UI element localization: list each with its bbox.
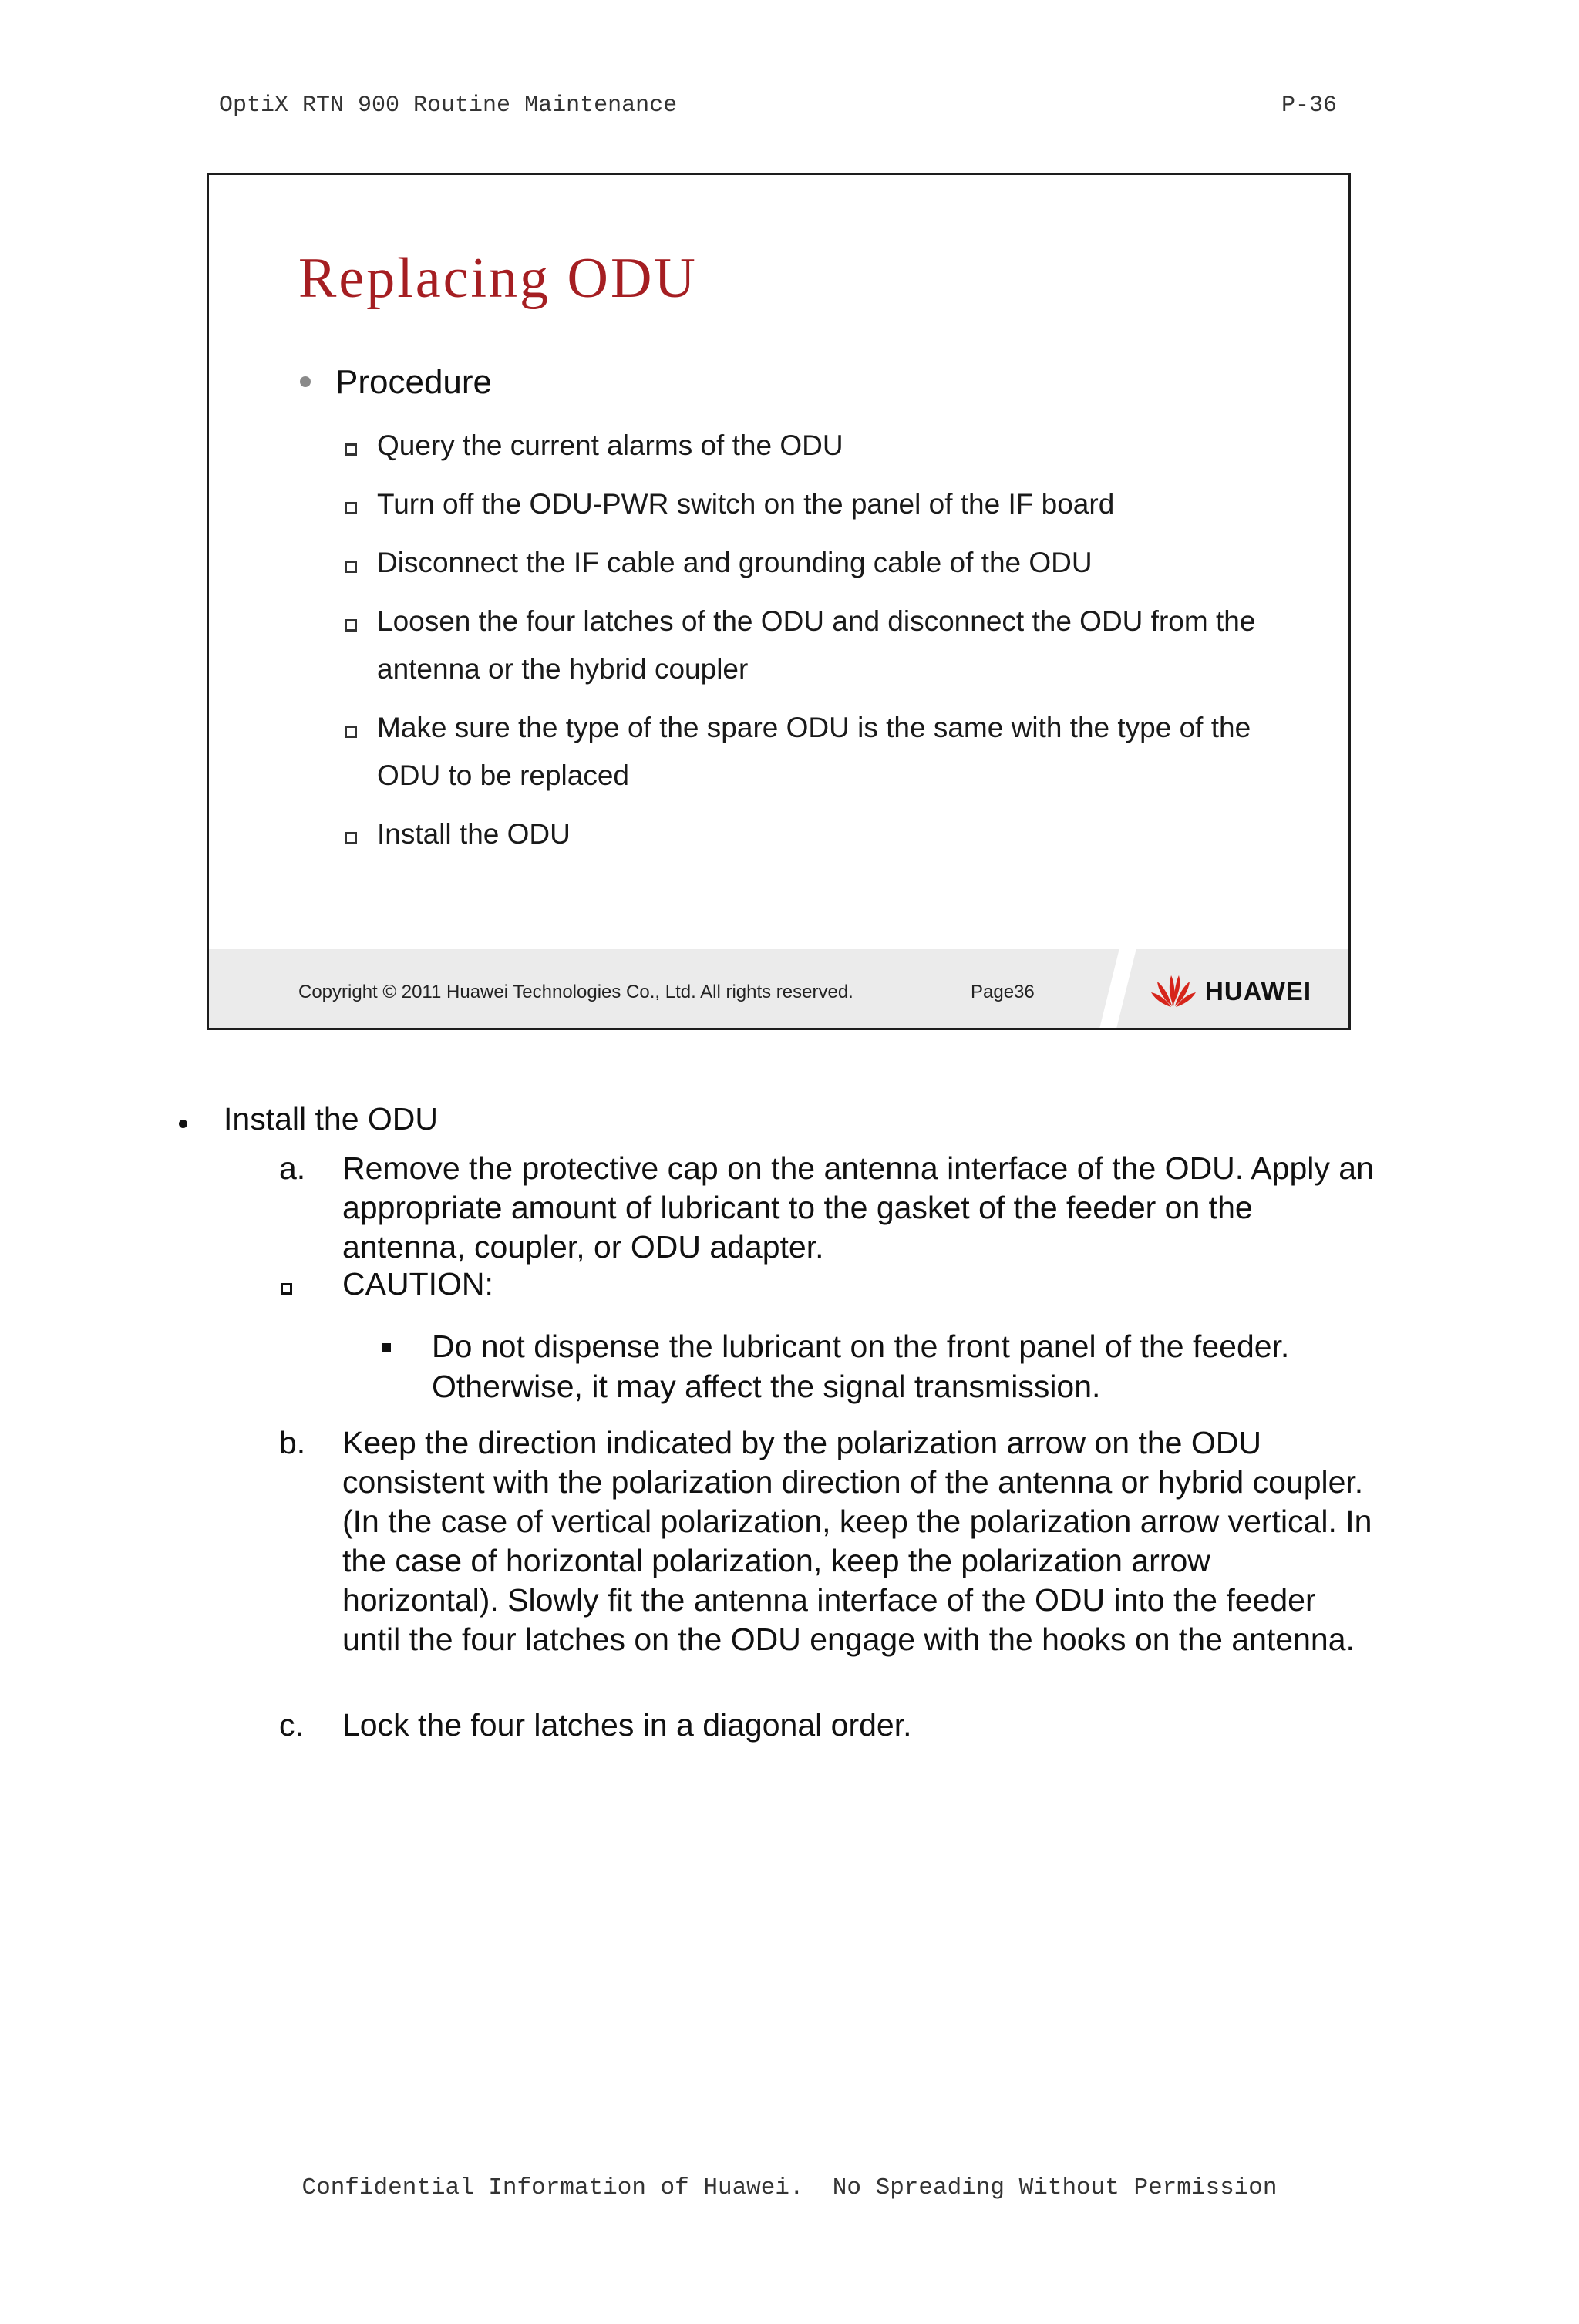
- square-bullet-icon: [281, 1283, 292, 1295]
- slide-image: [207, 173, 1351, 1030]
- square-bullet-icon: [345, 619, 357, 632]
- confidential-footer: Confidential Information of Huawei. No Spreading Without Permission: [301, 2174, 1278, 2201]
- square-bullet-icon: [345, 502, 357, 514]
- step-text: Keep the direction indicated by the polarization arrow on the ODU consistent with the polarization direction of the antenna or hybrid coupler. (In the case of vertical polarization, keep the polarization arrow vertical. In the case of horizontal polarization, keep the polarization arrow horizontal). Slowly fit the antenna interface of the ODU into the feeder until the four latches on the ODU engage with the hooks on the antenna.: [342, 1425, 1372, 1657]
- list-item: [345, 810, 1301, 858]
- step-marker: c.: [279, 1707, 304, 1743]
- bullet-dot-icon: [300, 376, 311, 387]
- step-marker: a.: [279, 1150, 306, 1186]
- procedure-list: [345, 422, 1301, 869]
- copyright-text: Copyright © 2011 Huawei Technologies Co., Ltd. All rights reserved.: [298, 982, 853, 1002]
- filled-square-bullet-icon: [382, 1343, 391, 1352]
- document-title: OptiX RTN 900 Routine Maintenance: [219, 93, 678, 119]
- procedure-label: Procedure: [335, 363, 493, 401]
- page-header: [219, 86, 1337, 125]
- caution-label: CAUTION:: [342, 1266, 493, 1302]
- page-number: P-36: [1281, 93, 1337, 119]
- square-bullet-icon: [345, 726, 357, 738]
- list-item: [345, 480, 1301, 528]
- slide-footer: [209, 949, 1348, 1028]
- logo-text: HUAWEI: [1205, 977, 1311, 1005]
- square-bullet-icon: [345, 561, 357, 573]
- step-text: Lock the four latches in a diagonal order.: [342, 1707, 912, 1743]
- footer-divider: [1099, 949, 1136, 1028]
- list-item-text: Install the ODU: [377, 818, 571, 850]
- procedure-heading: [300, 363, 492, 402]
- slide-page-number: Page36: [971, 982, 1035, 1002]
- list-item: [345, 539, 1301, 587]
- square-bullet-icon: [345, 443, 357, 456]
- bullet-dot-icon: [179, 1120, 187, 1128]
- list-item-text: Turn off the ODU-PWR switch on the panel of the IF board: [377, 488, 1115, 520]
- list-item: [345, 598, 1301, 693]
- list-item-text: Loosen the four latches of the ODU and disconnect the ODU from the antenna or the hybrid coupler: [377, 605, 1256, 685]
- list-item: [345, 704, 1301, 800]
- huawei-petals-icon: [1148, 971, 1199, 1009]
- step-text: Remove the protective cap on the antenna interface of the ODU. Apply an appropriate amount of lubricant to the gasket of the feeder on the antenna, coupler, or ODU adapter.: [342, 1150, 1374, 1265]
- step-marker: b.: [279, 1425, 306, 1460]
- square-bullet-icon: [345, 832, 357, 844]
- list-item: [345, 422, 1301, 470]
- install-heading-text: Install the ODU: [224, 1101, 438, 1137]
- list-item-text: Disconnect the IF cable and grounding cable of the ODU: [377, 547, 1093, 578]
- list-item-text: Query the current alarms of the ODU: [377, 429, 843, 461]
- slide-title: Replacing ODU: [298, 247, 698, 310]
- list-item-text: Make sure the type of the spare ODU is the same with the type of the ODU to be replaced: [377, 712, 1251, 791]
- caution-text: Do not dispense the lubricant on the front panel of the feeder. Otherwise, it may affect the signal transmission.: [432, 1329, 1290, 1404]
